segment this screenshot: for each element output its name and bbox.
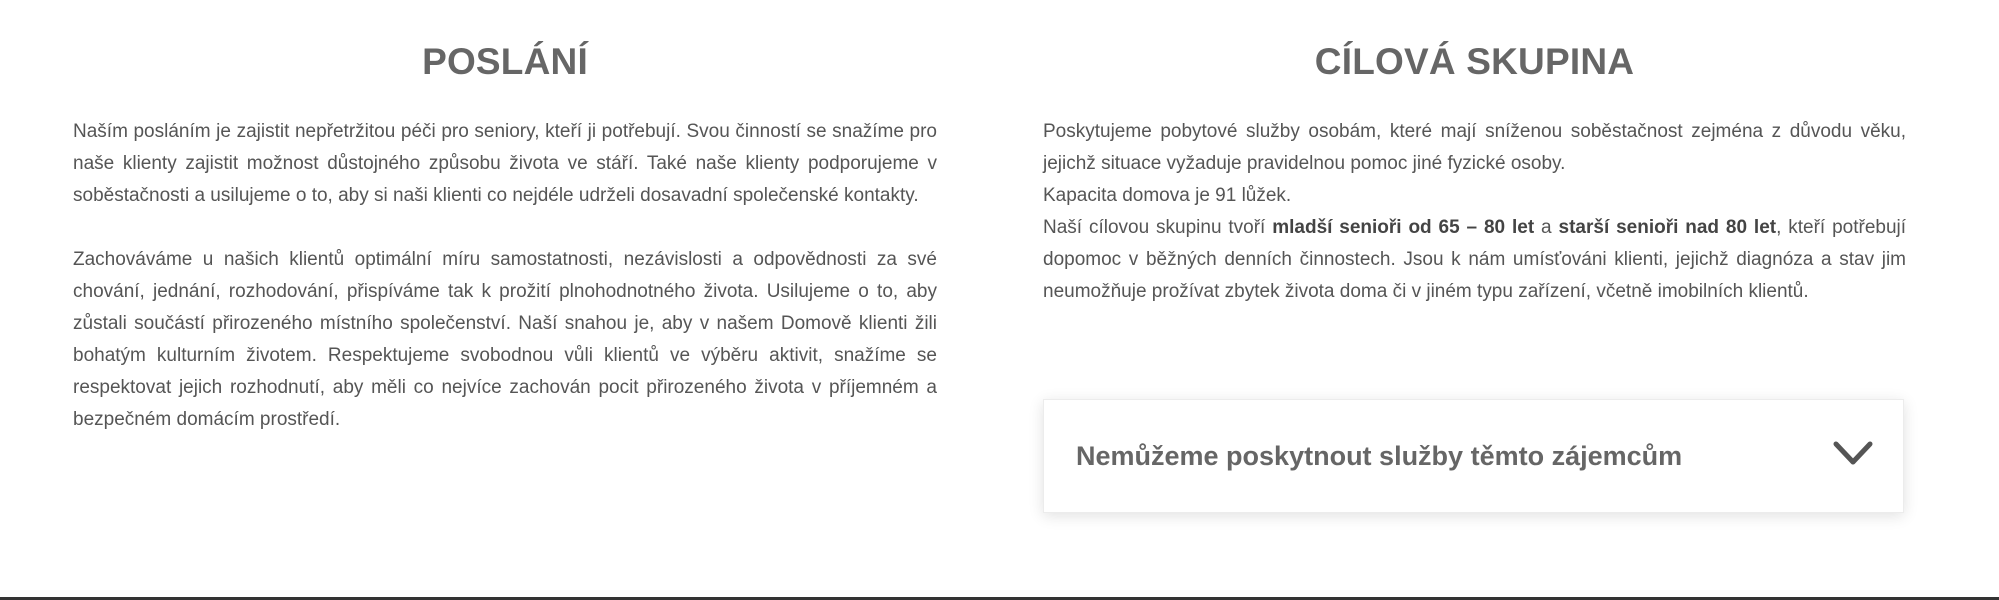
- target-group-text-part-1: Naší cílovou skupinu tvoří: [1043, 217, 1273, 238]
- mission-section: [73, 0, 937, 436]
- target-group-title: CÍLOVÁ SKUPINA: [1314, 41, 1635, 82]
- target-group-line-1: Poskytujeme pobytové služby osobám, které mají sníženou soběstačnost zejména z důvodu věku, jejichž situace vyžaduje pravidelnou pomoc jiné fyzické osoby.: [1043, 121, 1906, 174]
- older-seniors-highlight: starší senioři nad 80 let: [1558, 217, 1777, 238]
- mission-paragraph-1: Naším posláním je zajistit nepřetržitou péči pro seniory, kteří ji potřebují. Svou činností se snažíme pro naše klienty zajistit možnost důstojného způsobu života ve stáří. Také naše klienty podporujeme v soběstačnosti a usilujeme o to, aby si naši klienti co nejdéle udrželi dosavadní společenské kontakty.: [73, 121, 937, 206]
- target-group-text-part-2: a: [1534, 217, 1559, 238]
- accordion-title: Nemůžeme poskytnout služby těmto zájemcům: [1076, 441, 1683, 471]
- target-group-text-part-3: , kteří potřebují dopomoc v běžných denních činnostech. Jsou k nám umísťováni klienti, jejichž diagnóza a stav jim neumožňuje prožívat zbytek života doma či v jiném typu zařízení, včetně imobilních klientů.: [1043, 217, 1907, 302]
- capacity-line: Kapacita domova je 91 lůžek.: [1043, 185, 1292, 206]
- chevron-down-icon[interactable]: [1833, 440, 1873, 468]
- younger-seniors-highlight: mladší senioři od 65 – 80 let: [1272, 217, 1535, 238]
- target-group-line-3: [1043, 212, 1906, 308]
- mission-paragraph-2: Zachováváme u našich klientů optimální míru samostatnosti, nezávislosti a odpovědnosti za své chování, jednání, rozhodování, přispíváme tak k prožití plnohodnotného života. Usilujeme o to, aby zůstali součástí přirozeného místního společenství. Naší snahou je, aby v našem Domově klienti žili bohatým kulturním životem. Respektujeme svobodnou vůli klientů ve výběru aktivit, snažíme se respektovat jejich rozhodnutí, aby měli co nejvíce zachován pocit přirozeného života v příjemném a bezpečném domácím prostředí.: [73, 249, 937, 430]
- target-group-text: [1043, 116, 1906, 308]
- excluded-applicants-accordion[interactable]: [1043, 399, 1904, 513]
- target-group-section: [1043, 0, 1907, 471]
- mission-title: POSLÁNÍ: [422, 41, 588, 82]
